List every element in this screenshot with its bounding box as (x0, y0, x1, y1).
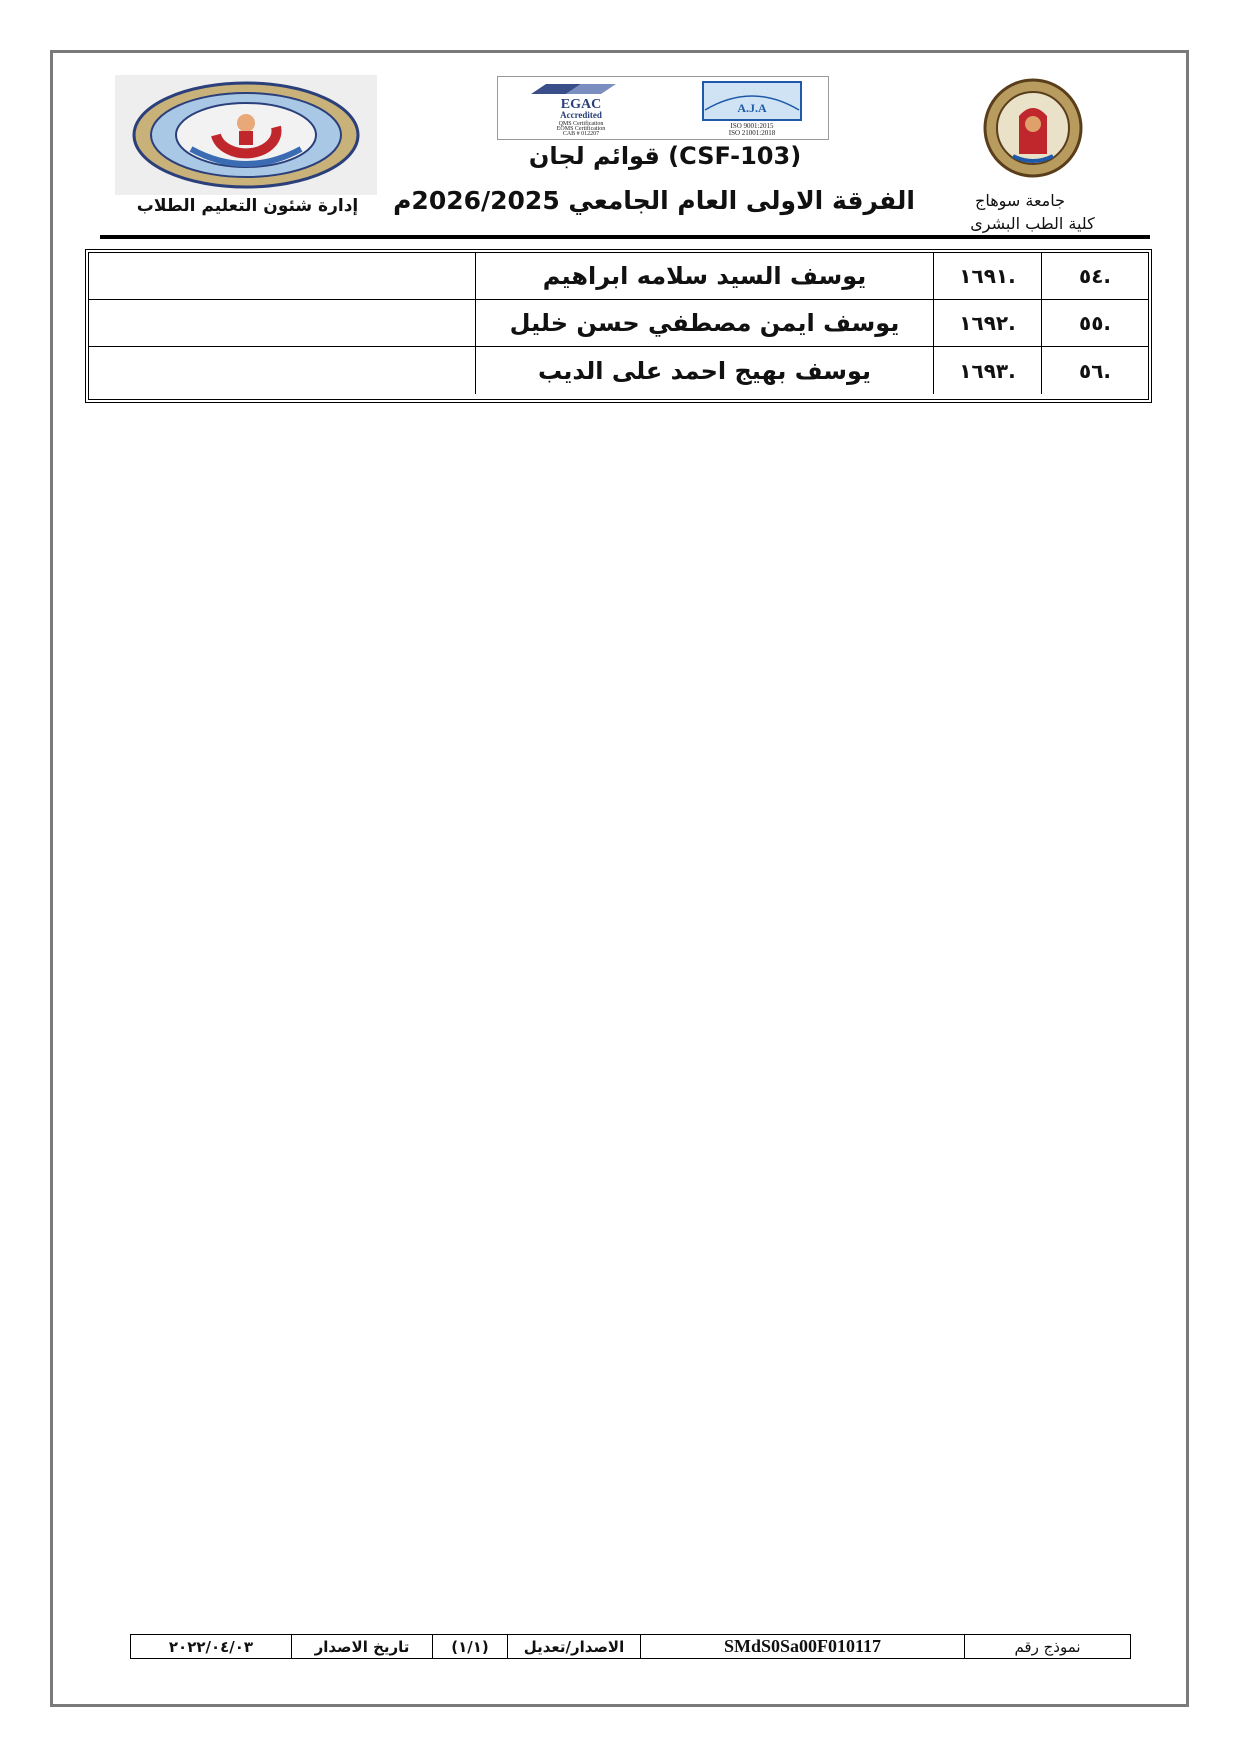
students-table (85, 249, 1152, 403)
row-number: ٥٤. (1078, 264, 1112, 288)
issue-date-label: تاريخ الاصدار (292, 1635, 433, 1658)
student-name: يوسف السيد سلامه ابراهيم (476, 253, 934, 299)
svg-text:EGAC: EGAC (560, 97, 602, 112)
svg-text:ISO 21001:2018: ISO 21001:2018 (728, 129, 776, 136)
row-number: ٥٦. (1078, 358, 1112, 383)
revision-value: (١/١) (433, 1635, 508, 1658)
seat-number: ١٦٩١. (934, 253, 1042, 299)
svg-text:A.J.A: A.J.A (737, 101, 767, 115)
student-name: يوسف بهيج احمد على الديب (476, 347, 934, 394)
note-cell (89, 253, 476, 299)
university-seal-icon (983, 76, 1083, 180)
note-cell (89, 347, 476, 394)
university-name: جامعة سوهاج (974, 191, 1066, 210)
svg-text:CAB # 012207: CAB # 012207 (562, 131, 600, 136)
svg-text:Accredited: Accredited (560, 110, 602, 120)
revision-label: الاصدار/تعديل (508, 1635, 641, 1658)
certifications-logos (497, 76, 829, 140)
row-number: ٥٥. (1078, 311, 1112, 335)
aja-icon (683, 80, 821, 136)
egac-icon (506, 80, 656, 136)
department-name: إدارة شئون التعليم الطلاب (136, 196, 359, 216)
seat-number: ١٦٩٢. (934, 300, 1042, 346)
sohag-university-logo (980, 75, 1086, 181)
header-divider (100, 235, 1150, 239)
faculty-seal-icon (121, 79, 371, 191)
form-number-label: نموذج رقم (1014, 1637, 1081, 1656)
svg-text:ISO 9001:2015: ISO 9001:2015 (730, 122, 774, 130)
svg-text:QMS Certification: QMS Certification (558, 121, 604, 127)
faculty-of-medicine-logo (115, 75, 377, 195)
table-row (89, 300, 1148, 347)
note-cell (89, 300, 476, 346)
seat-number: ١٦٩٣. (934, 347, 1042, 394)
document-title: قوائم لجان (CSF-103) (528, 142, 802, 170)
aja-logo (683, 80, 821, 136)
faculty-name: كلية الطب البشرى (970, 214, 1095, 233)
egac-logo (506, 80, 656, 136)
issue-date-value: ٢٠٢٢/٠٤/٠٣ (131, 1635, 292, 1658)
table-row (89, 347, 1148, 394)
svg-text:EOMS Certification: EOMS Certification (556, 126, 606, 132)
student-name: يوسف ايمن مصطفي حسن خليل (476, 300, 934, 346)
table-row (89, 253, 1148, 300)
document-subtitle: الفرقة الاولى العام الجامعي 2026/2025م (393, 186, 915, 215)
form-info-footer (130, 1634, 1131, 1659)
form-number: SMdS0Sa00F010117 (641, 1635, 965, 1658)
